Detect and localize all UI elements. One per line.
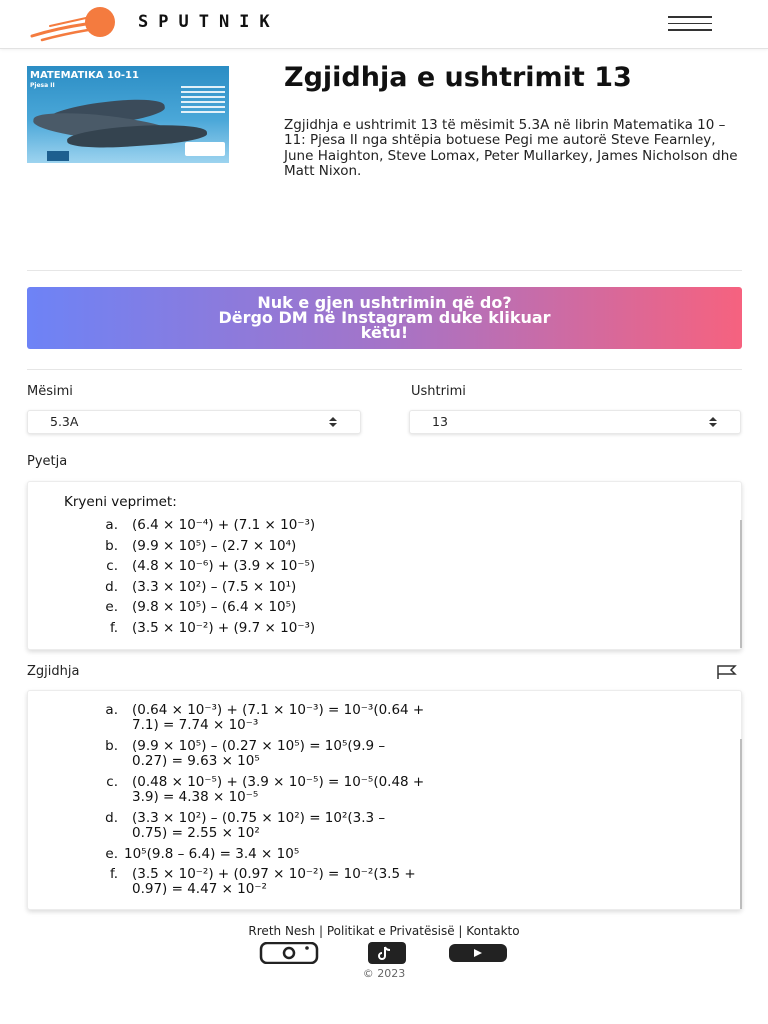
youtube-icon[interactable] [448, 942, 508, 964]
tiktok-icon[interactable] [368, 942, 406, 964]
lesson-label: Mësimi [27, 384, 73, 399]
hamburger-menu-icon[interactable] [668, 16, 712, 32]
solution-label: Zgjidhja [27, 664, 80, 679]
exercise-label: Ushtrimi [411, 384, 466, 399]
copyright: © 2023 [362, 967, 406, 980]
book-cover-badge [185, 142, 225, 156]
site-header [0, 0, 768, 49]
page-title: Zgjidhja e ushtrimit 13 [284, 62, 632, 93]
footer-links [0, 924, 768, 938]
footer-contact-link[interactable]: Kontakto [466, 924, 520, 938]
footer-separator: | [318, 924, 324, 938]
question-label: Pyetja [27, 454, 68, 469]
divider [27, 369, 742, 370]
exercise-select-value: 13 [432, 414, 448, 429]
book-cover-subtitle: Pjesa II [30, 82, 55, 89]
cta-line-3: këtu! [360, 323, 409, 342]
footer-separator: | [458, 924, 463, 938]
footer-about-link[interactable]: Rreth Nesh [248, 924, 316, 938]
scrollbar[interactable] [740, 739, 742, 909]
scrollbar[interactable] [740, 520, 742, 648]
comet-logo-icon[interactable] [28, 6, 120, 42]
select-arrows-icon [708, 415, 718, 429]
book-cover-authors [181, 86, 225, 116]
hero-section [27, 62, 742, 266]
cta-line-2: Dërgo DM në Instagram duke klikuar [218, 308, 551, 327]
instagram-dm-button[interactable] [27, 287, 742, 349]
divider [27, 270, 742, 271]
lesson-select[interactable] [27, 410, 361, 434]
select-arrows-icon [328, 415, 338, 429]
exercise-select[interactable] [409, 410, 741, 434]
question-intro: Kryeni veprimet: [64, 494, 177, 510]
book-cover-title: MATEMATIKA 10-11 [30, 70, 139, 81]
question-card[interactable]: Kryeni veprimet: a. (6.4 × 10⁻⁴) + (7.1 × 10⁻³) b. (9.9 × 10⁵) – (2.7 × 10⁴) c. (4.8 × 10⁻⁶) + (3.9 × 10⁻⁵) d. (3.3 × 10²) – (7.5 × 10¹) e. (9.8 × 10⁵) – (6.4 × 10⁵) f. (3.5 × 10⁻²) + (9.7 × 10⁻³) [27, 481, 742, 650]
book-cover [27, 66, 229, 163]
solution-card[interactable]: a. (0.64 × 10⁻³) + (7.1 × 10⁻³) = 10⁻³(0.64 + 7.1) = 7.74 × 10⁻³ b. (9.9 × 10⁵) – (0.27 × 10⁵) = 10⁵(9.9 – 0.27) = 9.63 × 10⁵ c. (0.48 × 10⁻⁵) + (3.9 × 10⁻⁵) = 10⁻⁵(0.48 + 3.9) = 4.38 × 10⁻⁵ d. (3.3 × 10²) – (0.75 × 10²) = 10²(3.3 – 0.75) = 2.55 × 10² e. 10⁵(9.8 – 6.4) = 3.4 × 10⁵ f. (3.5 × 10⁻²) + (0.97 × 10⁻²) = 10⁻²(3.5 + 0.97) = 4.47 × 10⁻² [27, 690, 742, 910]
lesson-select-value: 5.3A [50, 414, 79, 429]
page-description: Zgjidhja e ushtrimit 13 të mësimit 5.3A në librin Matematika 10 – 11: Pjesa II nga shtëpia botuese Pegi me autorë Steve Fearnley, June Haighton, Steve Lomax, Peter Mullarkey, James Nicholson dhe Matt Nixon. [284, 117, 738, 180]
footer-privacy-link[interactable]: Politikat e Privatësisë [326, 924, 455, 938]
publisher-logo [47, 151, 69, 161]
cta-line-1: Nuk e gjen ushtrimin që do? [257, 293, 512, 312]
brand-name[interactable]: SPUTNIK [138, 12, 280, 32]
flag-icon[interactable] [715, 664, 739, 680]
instagram-icon[interactable] [259, 942, 319, 964]
